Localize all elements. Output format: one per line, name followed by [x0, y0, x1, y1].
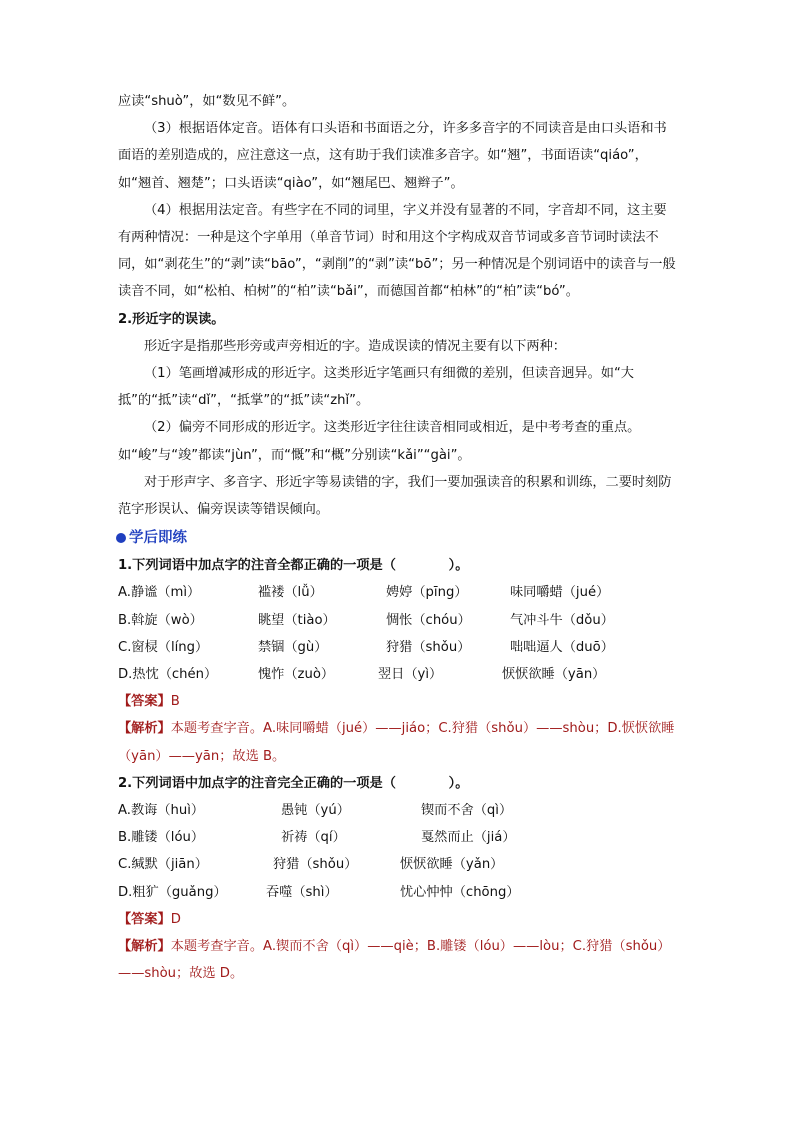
option-cell: 戛然而止（jiá） — [421, 830, 516, 846]
option-cell: 翌日（yì） — [378, 667, 443, 683]
option-row — [118, 851, 678, 878]
option-cell: A.教诲（huì） — [118, 803, 205, 819]
question-1 — [118, 552, 678, 770]
paragraph: （2）偏旁不同形成的形近字。这类形近字往往读音相同或相近，是中考考查的重点。如“峻”与“竣”都读“jùn”，而“慨”和“概”分别读“kǎi”“gài”。 — [118, 420, 641, 463]
option-cell: D.热忱（chén） — [118, 667, 218, 683]
body-text — [118, 88, 678, 523]
option-cell: 惆怅（chóu） — [386, 612, 471, 628]
option-cell: 狩猎（shǒu） — [273, 857, 358, 873]
answer-value: D — [170, 911, 181, 927]
answer-line — [118, 688, 678, 715]
option-row — [118, 634, 678, 661]
bullet-dot-icon — [116, 533, 126, 543]
answer-value: B — [170, 694, 180, 710]
option-cell: B.斡旋（wò） — [118, 612, 203, 628]
option-row — [118, 879, 678, 906]
subheading: 2.形近字的误读。 — [118, 311, 225, 327]
option-cell: C.窗棂（líng） — [118, 639, 209, 655]
answer-line — [118, 906, 678, 933]
option-cell: 恹恹欲睡（yǎn） — [400, 857, 504, 873]
option-cell: B.雕镂（lóu） — [118, 830, 205, 846]
analysis-line — [118, 933, 678, 987]
option-row — [118, 607, 678, 634]
option-cell: 狩猎（shǒu） — [386, 639, 471, 655]
analysis-tag: 【解析】 — [118, 721, 171, 737]
question-stem: 1.下列词语中加点字的注音全都正确的一项是（ ）。 — [118, 558, 469, 574]
option-cell: 娉婷（pīng） — [386, 585, 468, 601]
analysis-text: 本题考查字音。A.锲而不舍（qì）——qiè；B.雕镂（lóu）——lòu；C.狩猎（shǒu）——shòu；故选 D。 — [118, 938, 671, 982]
option-row — [118, 797, 678, 824]
section-title-text: 学后即练 — [129, 530, 187, 547]
paragraph: 形近字是指那些形旁或声旁相近的字。造成误读的情况主要有以下两种： — [144, 338, 566, 354]
analysis-text: 本题考查字音。A.味同嚼蜡（jué）——jiáo；C.狩猎（shǒu）——shòu；D.恹恹欲睡（yān）——yān；故选 B。 — [118, 721, 675, 764]
option-cell: 忧心忡忡（chōng） — [400, 884, 520, 900]
option-cell: 吞噬（shì） — [266, 884, 338, 900]
option-cell: 祈祷（qí） — [281, 830, 346, 846]
paragraph: （4）根据用法定音。有些字在不同的词里，字义并没有显著的不同，字音却不同，这主要有两种情况：一种是这个字单用（单音节词）时和用这个字构成双音节词或多音节词时读法不同，如“剥花生”的“剥”读“bāo”，“剥削”的“剥”读“bō”；另一种情况是个别词语中的读音与一般读音不同，如“松柏、柏树”的“柏”读“bǎi”，而德国首都“柏林”的“柏”读“bó”。 — [118, 202, 676, 300]
option-row — [118, 579, 678, 606]
analysis-tag: 【解析】 — [118, 938, 171, 954]
document-page — [118, 88, 678, 987]
option-cell: 气冲斗牛（dǒu） — [510, 612, 614, 628]
answer-tag: 【答案】 — [118, 694, 171, 710]
option-cell: 禁锢（gù） — [258, 639, 328, 655]
option-cell: 味同嚼蜡（jué） — [510, 585, 610, 601]
paragraph: 应读“shuò”，如“数见不鲜”。 — [118, 94, 296, 109]
option-row — [118, 824, 678, 851]
question-2 — [118, 770, 678, 988]
option-cell: 咄咄逼人（duō） — [510, 639, 614, 655]
option-cell: 愚钝（yú） — [281, 803, 350, 819]
option-cell: 锲而不舍（qì） — [421, 803, 513, 819]
paragraph: 对于形声字、多音字、形近字等易读错的字，我们一要加强读音的积累和训练，二要时刻防范字形误认、偏旁误读等错误倾向。 — [118, 474, 672, 518]
section-title — [118, 524, 678, 552]
paragraph: （1）笔画增减形成的形近字。这类形近字笔画只有细微的差别，但读音迥异。如“大抵”的“抵”读“dǐ”，“抵掌”的“抵”读“zhǐ”。 — [118, 366, 634, 409]
question-stem: 2.下列词语中加点字的注音完全正确的一项是（ ）。 — [118, 775, 469, 791]
option-cell: 愧怍（zuò） — [258, 667, 335, 683]
analysis-line — [118, 715, 678, 769]
option-cell: 恹恹欲睡（yān） — [502, 667, 606, 683]
option-cell: 眺望（tiào） — [258, 612, 336, 628]
option-cell: A.静谧（mì） — [118, 585, 201, 601]
option-cell: C.缄默（jiān） — [118, 857, 208, 873]
paragraph: （3）根据语体定音。语体有口头语和书面语之分，许多多音字的不同读音是由口头语和书面语的差别造成的，应注意这一点，这有助于我们读准多音字。如“翘”，书面语读“qiáo”，如“翘首、翘楚”；口头语读“qiào”，如“翘尾巴、翘辫子”。 — [118, 121, 667, 191]
option-cell: 褴褛（lǚ） — [258, 585, 323, 601]
option-row — [118, 661, 678, 688]
answer-tag: 【答案】 — [118, 911, 171, 927]
option-cell: D.粗犷（guǎng） — [118, 884, 227, 900]
